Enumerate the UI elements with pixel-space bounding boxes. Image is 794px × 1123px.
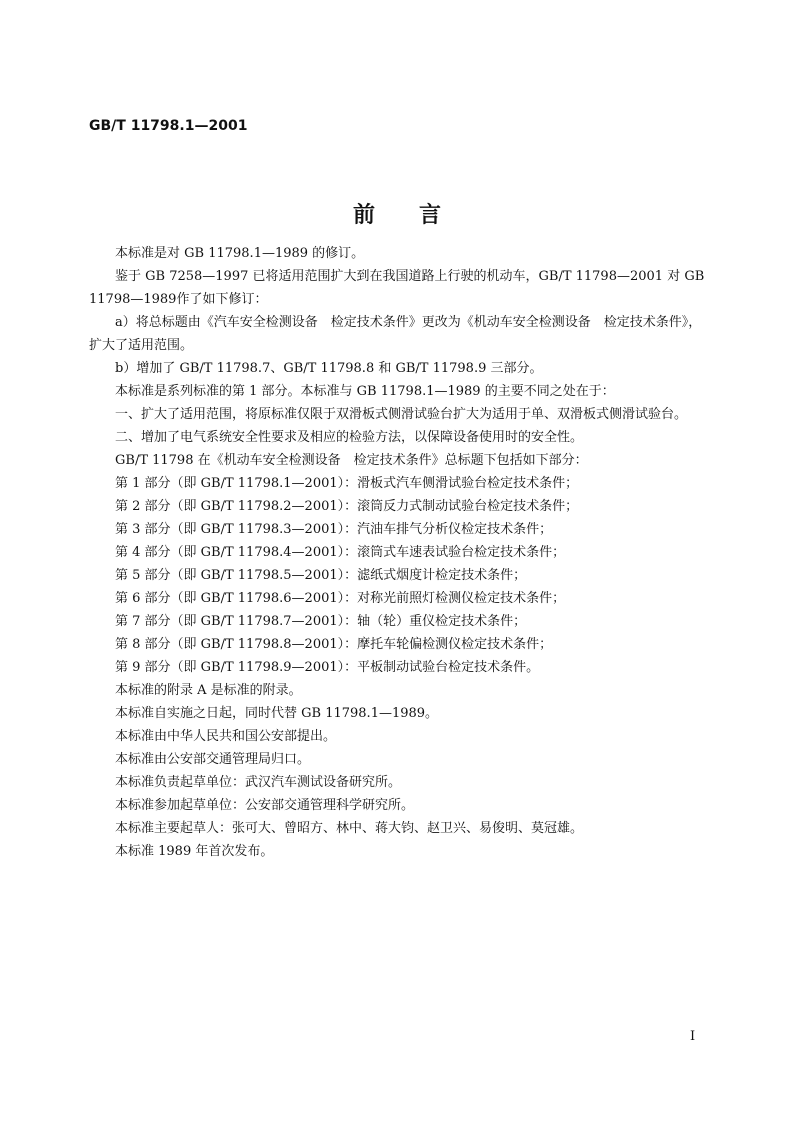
part-list-item: 第 9 部分（即 GB/T 11798.9—2001）：平板制动试验台检定技术条件。 [115,660,540,675]
page-number: I [690,1029,696,1044]
closing-line: 本标准 1989 年首次发布。 [115,844,274,859]
part-list-item: 第 8 部分（即 GB/T 11798.8—2001）：摩托车轮偏检测仪检定技术条件； [115,637,553,652]
part-list-item: 第 2 部分（即 GB/T 11798.2—2001）：滚筒反力式制动试验台检定技术条件； [115,499,579,514]
paragraph: 本标准是对 GB 11798.1—1989 的修订。 [115,246,365,261]
closing-line: 本标准的附录 A 是标准的附录。 [115,683,302,698]
closing-line: 本标准由中华人民共和国公安部提出。 [115,729,337,744]
paragraph: 鉴于 GB 7258—1997 已将适用范围扩大到在我国道路上行驶的机动车，GB/T 11798—2001 对 GB 11798—1989作了如下修订： [89,269,705,307]
document-body [89,242,707,863]
part-list-item: 第 5 部分（即 GB/T 11798.5—2001）：滤纸式烟度计检定技术条件； [115,568,527,583]
paragraph: GB/T 11798 在《机动车安全检测设备 检定技术条件》总标题下包括如下部分： [115,453,588,468]
page-title: 前言 [352,202,485,228]
part-list-item: 第 7 部分（即 GB/T 11798.7—2001）：轴（轮）重仪检定技术条件； [115,614,527,629]
paragraph: 一、扩大了适用范围，将原标准仅限于双滑板式侧滑试验台扩大为适用于单、双滑板式侧滑试验台。 [115,407,688,422]
paragraph: a）将总标题由《汽车安全检测设备 检定技术条件》更改为《机动车安全检测设备 检定技术条件》，扩大了适用范围。 [89,315,702,353]
closing-line: 本标准主要起草人：张可大、曾昭方、林中、蒋大钧、赵卫兴、易俊明、莫冠雄。 [115,821,584,836]
part-list-item: 第 3 部分（即 GB/T 11798.3—2001）：汽油车排气分析仪检定技术条件； [115,522,553,537]
paragraph: 本标准是系列标准的第 1 部分。本标准与 GB 11798.1—1989 的主要不同之处在于： [115,384,615,399]
closing-line: 本标准自实施之日起，同时代替 GB 11798.1—1989。 [115,706,439,721]
closing-line: 本标准负责起草单位：武汉汽车测试设备研究所。 [115,775,402,790]
closing-line: 本标准参加起草单位：公安部交通管理科学研究所。 [115,798,415,813]
paragraph: b）增加了 GB/T 11798.7、GB/T 11798.8 和 GB/T 11798.9 三部分。 [115,361,543,376]
standard-code: GB/T 11798.1—2001 [89,118,248,134]
part-list-item: 第 6 部分（即 GB/T 11798.6—2001）：对称光前照灯检测仪检定技术条件； [115,591,566,606]
part-list-item: 第 4 部分（即 GB/T 11798.4—2001）：滚筒式车速表试验台检定技术条件； [115,545,566,560]
paragraph: 二、增加了电气系统安全性要求及相应的检验方法，以保障设备使用时的安全性。 [115,430,584,445]
part-list-item: 第 1 部分（即 GB/T 11798.1—2001）：滑板式汽车侧滑试验台检定技术条件； [115,476,579,491]
closing-line: 本标准由公安部交通管理局归口。 [115,752,311,767]
